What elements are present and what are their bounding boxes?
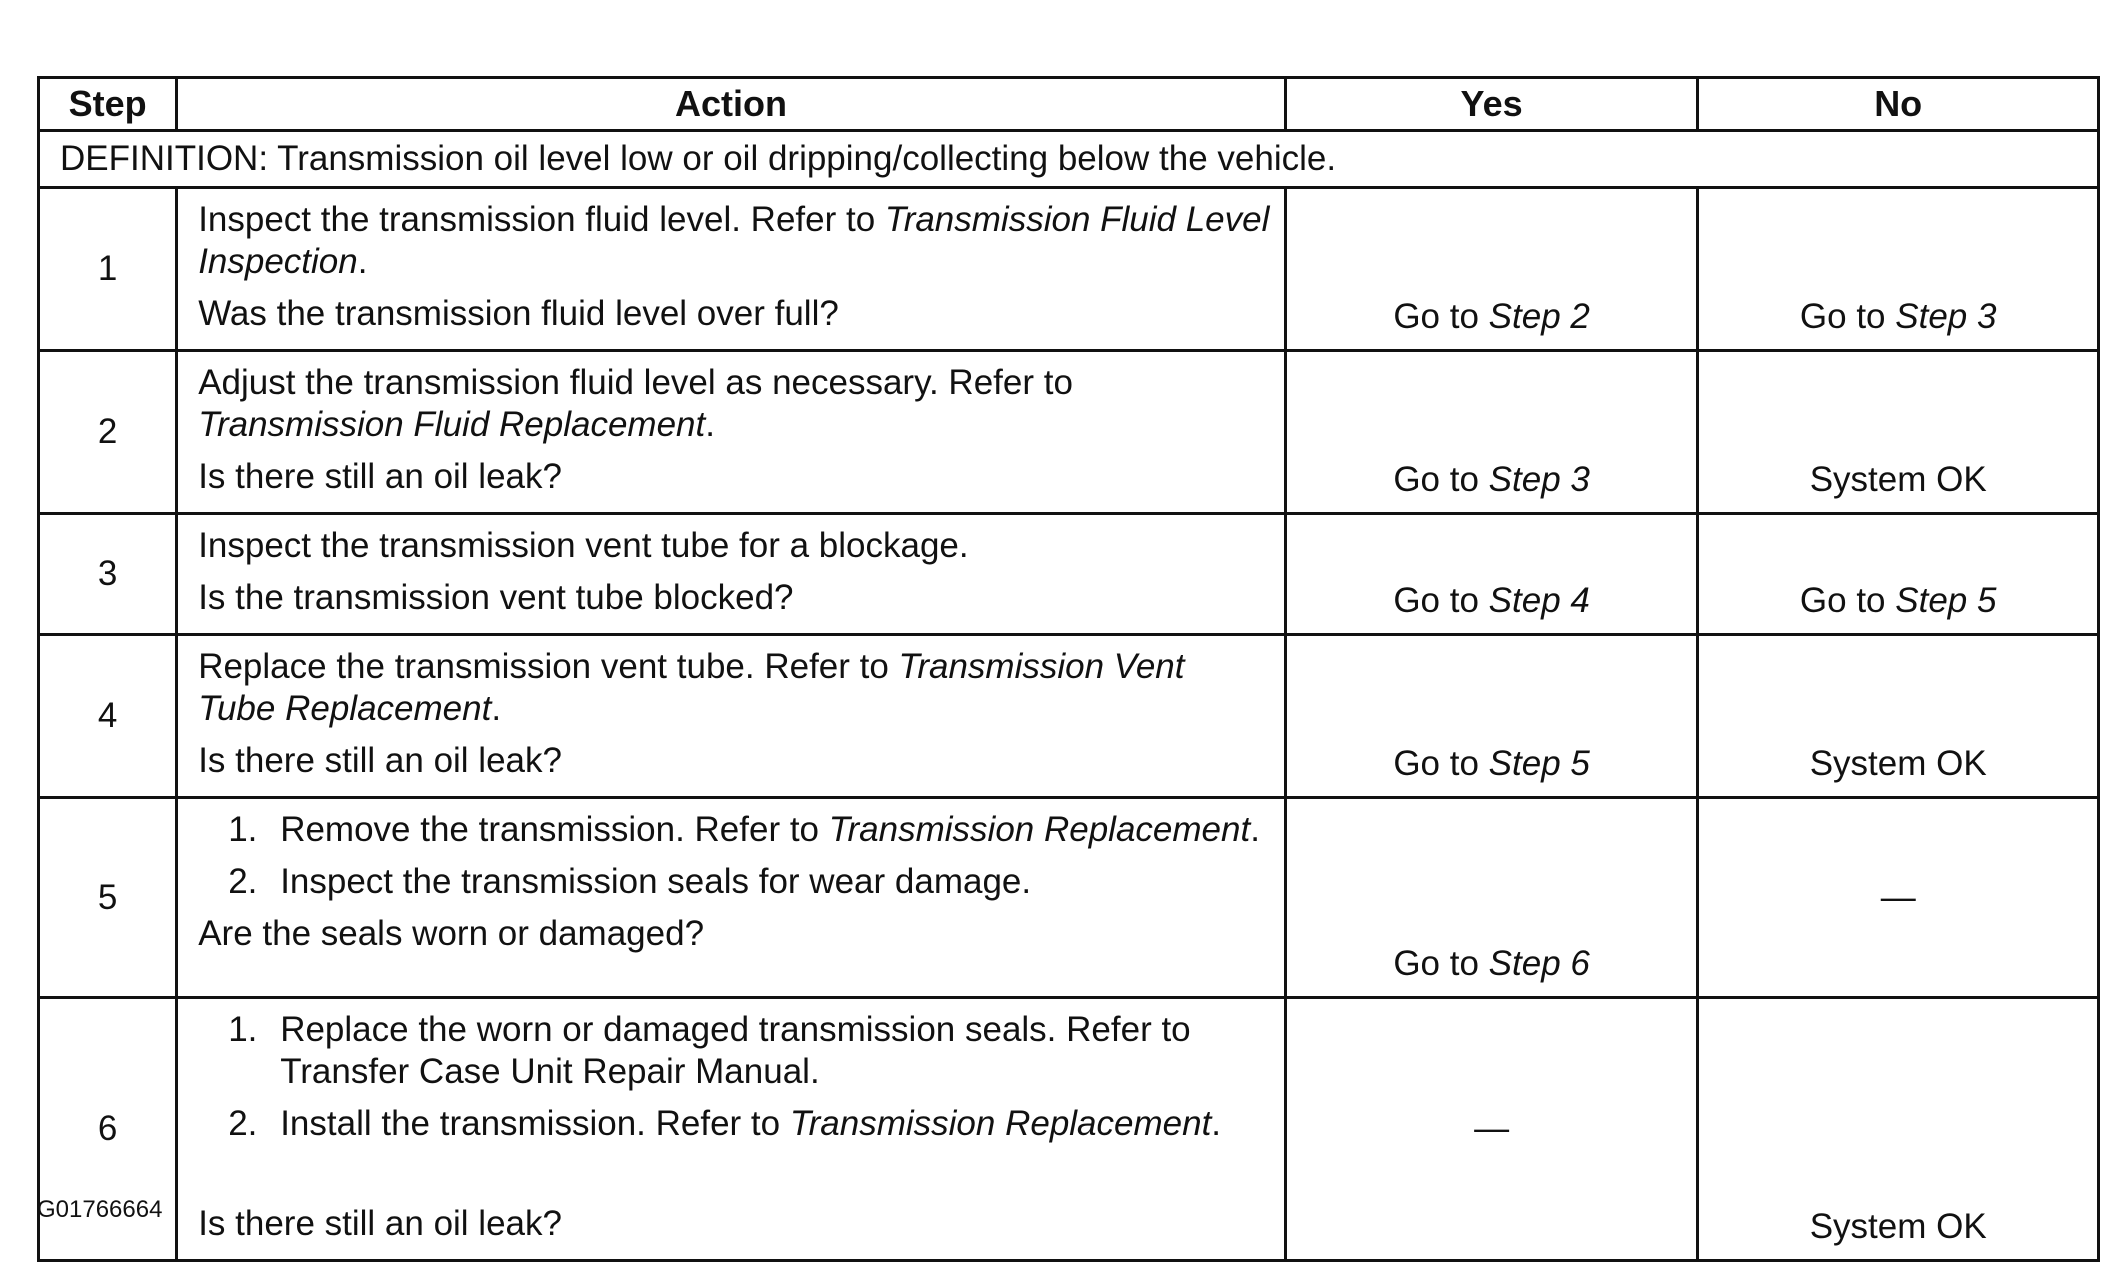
reference-link[interactable]: Transmission Fluid Replacement	[198, 405, 706, 444]
step-link[interactable]: Step 4	[1488, 581, 1590, 620]
action-text: Replace the transmission vent tube. Refer to Transmission Vent Tube Replacement.	[198, 647, 1185, 728]
question-text: Is the transmission vent tube blocked?	[198, 578, 794, 617]
list-item: 2. Install the transmission. Refer to Transmission Replacement.	[228, 1104, 1222, 1143]
definition-row	[39, 131, 2099, 188]
list-item: 2. Inspect the transmission seals for wear damage.	[228, 862, 1032, 901]
action-cell	[177, 798, 1286, 998]
table-row	[39, 514, 2099, 635]
action-cell	[177, 998, 1286, 1261]
table-row	[39, 798, 2099, 998]
no-cell: System OK	[1698, 998, 2099, 1261]
header-no: No	[1698, 78, 2099, 131]
question-text: Is there still an oil leak?	[198, 741, 562, 780]
yes-cell: Go to Step 4	[1285, 514, 1698, 635]
action-cell	[177, 351, 1286, 514]
table-row	[39, 998, 2099, 1261]
header-yes: Yes	[1285, 78, 1698, 131]
reference-link[interactable]: Transmission Replacement	[828, 810, 1251, 849]
table-row	[39, 635, 2099, 798]
action-list	[198, 809, 1270, 903]
step-number: 2	[39, 351, 177, 514]
yes-cell: —	[1285, 998, 1698, 1261]
action-text: Adjust the transmission fluid level as necessary. Refer to Transmission Fluid Replacement.	[198, 363, 1073, 444]
question-text: Is there still an oil leak?	[198, 457, 562, 496]
action-cell	[177, 188, 1286, 351]
diagnostic-table	[37, 76, 2100, 1262]
reference-link[interactable]: Transmission Replacement	[789, 1104, 1212, 1143]
yes-cell: Go to Step 5	[1285, 635, 1698, 798]
step-number: 3	[39, 514, 177, 635]
step-link[interactable]: Step 5	[1488, 744, 1590, 783]
header-step: Step	[39, 78, 177, 131]
action-cell	[177, 514, 1286, 635]
action-text: Inspect the transmission fluid level. Refer to Transmission Fluid Level Inspection.	[198, 200, 1270, 281]
question-text: Are the seals worn or damaged?	[198, 914, 705, 953]
step-link[interactable]: Step 3	[1488, 460, 1590, 499]
step-number: 1	[39, 188, 177, 351]
action-cell	[177, 635, 1286, 798]
yes-cell: Go to Step 6	[1285, 798, 1698, 998]
list-item: 1. Remove the transmission. Refer to Transmission Replacement.	[228, 810, 1260, 849]
step-link[interactable]: Step 6	[1488, 944, 1590, 983]
yes-cell: Go to Step 2	[1285, 188, 1698, 351]
table-row	[39, 188, 2099, 351]
list-item: 1. Replace the worn or damaged transmission seals. Refer to Transfer Case Unit Repair Manual.	[228, 1010, 1191, 1091]
step-number: 5	[39, 798, 177, 998]
question-text: Is there still an oil leak?	[198, 1204, 562, 1243]
step-number: 4	[39, 635, 177, 798]
no-cell: System OK	[1698, 351, 2099, 514]
reference-link[interactable]: Transmission Vent Tube Replacement	[198, 647, 1185, 728]
no-cell: System OK	[1698, 635, 2099, 798]
definition-text: DEFINITION: Transmission oil level low or oil dripping/collecting below the vehicle.	[39, 131, 2099, 188]
figure-code: G01766664	[37, 1196, 163, 1223]
no-cell: —	[1698, 798, 2099, 998]
header-action: Action	[177, 78, 1286, 131]
table-row	[39, 351, 2099, 514]
no-cell: Go to Step 5	[1698, 514, 2099, 635]
action-text: Inspect the transmission vent tube for a blockage.	[198, 526, 969, 565]
reference-link[interactable]: Transmission Fluid Level Inspection	[198, 200, 1270, 281]
no-cell: Go to Step 3	[1698, 188, 2099, 351]
step-number: 6	[39, 998, 177, 1261]
question-text: Was the transmission fluid level over full?	[198, 294, 839, 333]
action-list	[198, 1009, 1270, 1145]
step-link[interactable]: Step 5	[1895, 581, 1997, 620]
step-link[interactable]: Step 2	[1488, 297, 1590, 336]
header-row	[39, 78, 2099, 131]
step-link[interactable]: Step 3	[1895, 297, 1997, 336]
yes-cell: Go to Step 3	[1285, 351, 1698, 514]
